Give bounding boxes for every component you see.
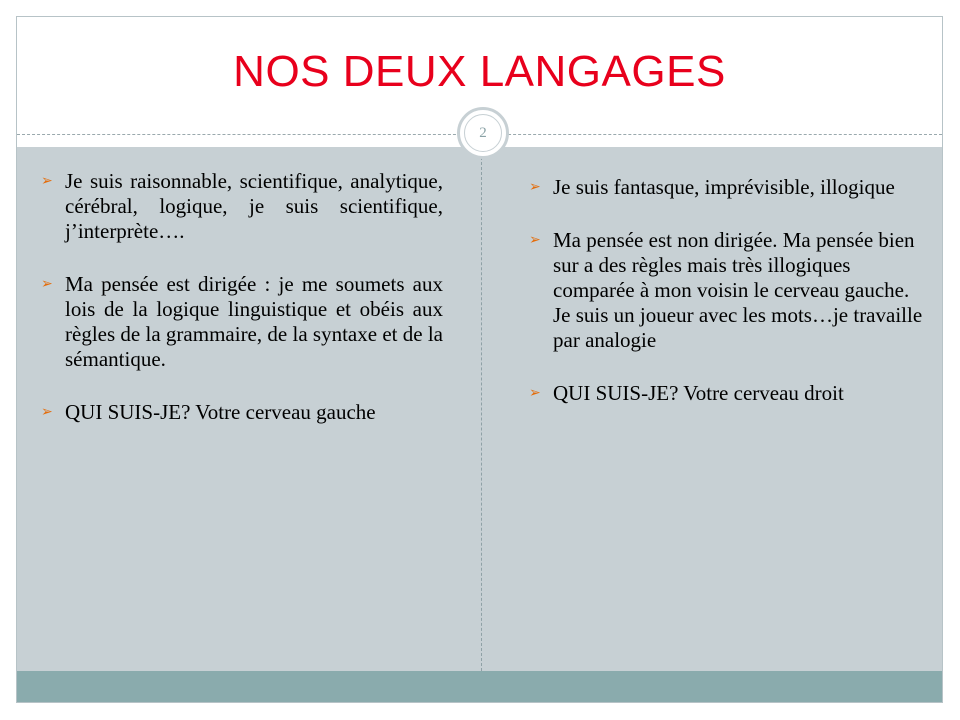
bullet-text: Ma pensée est dirigée : je me soumets aux lois de la logique linguistique et obéis aux règles de la grammaire, de la syntaxe et de la sémantique. <box>65 272 443 371</box>
arrowhead-bullet-icon: ➢ <box>41 174 53 189</box>
slide-title: NOS DEUX LANGAGES <box>233 47 726 96</box>
bullet-item <box>41 400 443 425</box>
right-column <box>529 175 929 434</box>
footer-band <box>17 671 942 703</box>
bullet-item <box>529 175 929 200</box>
bullet-item <box>41 169 443 244</box>
arrowhead-bullet-icon: ➢ <box>41 277 53 292</box>
bullet-item <box>529 228 929 353</box>
arrowhead-bullet-icon: ➢ <box>41 405 53 420</box>
arrowhead-bullet-icon: ➢ <box>529 233 541 248</box>
page-number: 2 <box>464 114 502 152</box>
bullet-text: Je suis fantasque, imprévisible, illogique <box>553 175 895 199</box>
slide <box>16 16 943 703</box>
bullet-text: Je suis raisonnable, scientifique, analytique, cérébral, logique, je suis scientifique, j’interprète…. <box>65 169 443 243</box>
left-column <box>41 169 443 453</box>
arrowhead-bullet-icon: ➢ <box>529 386 541 401</box>
arrowhead-bullet-icon: ➢ <box>529 180 541 195</box>
bullet-item <box>41 272 443 372</box>
page-number-badge <box>457 107 509 159</box>
bullet-item <box>529 381 929 406</box>
bullet-text: QUI SUIS-JE? Votre cerveau gauche <box>65 400 376 424</box>
column-divider <box>481 147 482 671</box>
bullet-text: QUI SUIS-JE? Votre cerveau droit <box>553 381 844 405</box>
bullet-text: Ma pensée est non dirigée. Ma pensée bien sur a des règles mais très illogiques comparée à mon voisin le cerveau gauche. Je suis un joueur avec les mots…je travaille par analogie <box>553 228 923 352</box>
